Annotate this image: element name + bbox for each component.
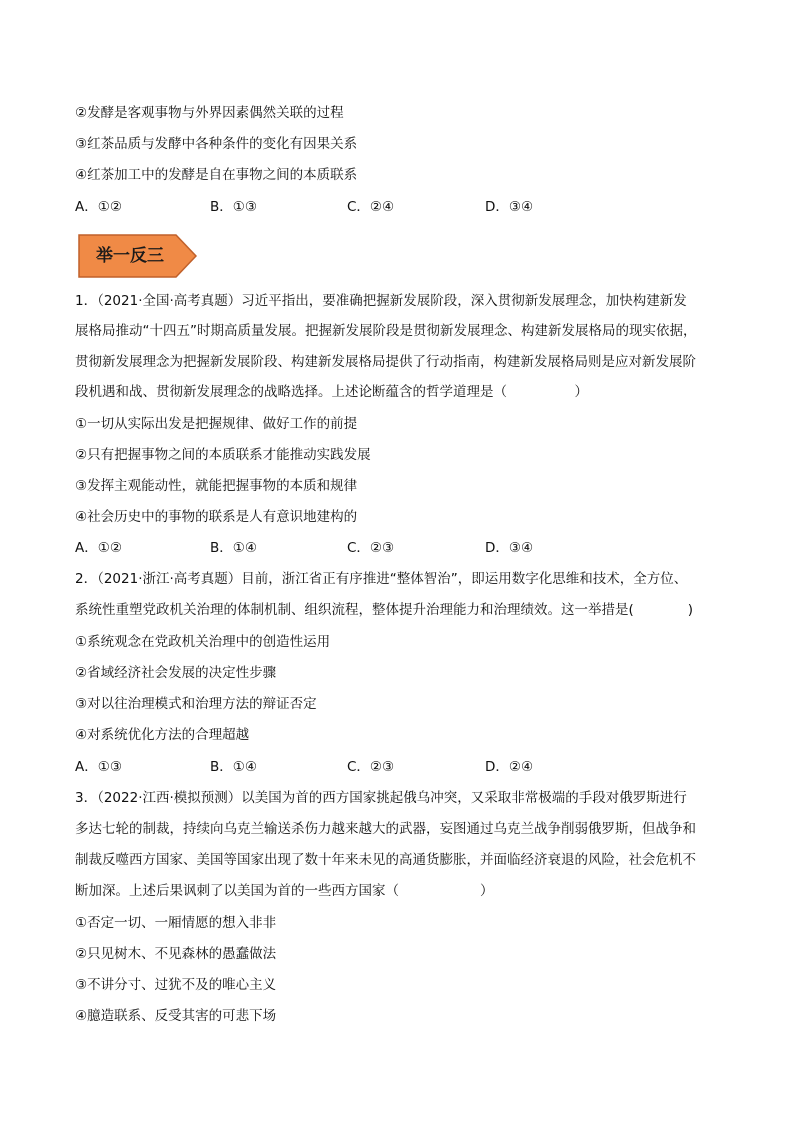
- q3-option-2: ②只见树木、不见森林的愚蠢做法: [75, 946, 277, 962]
- prev-option-4: ④红茶加工中的发酵是自在事物之间的本质联系: [75, 167, 358, 183]
- q2-line-1: 2．（2021·浙江·高考真题）目前，浙江省正有序推进“整体智治”，即运用数字化思维和技术，全方位、: [75, 571, 688, 587]
- choice-c[interactable]: C．②③: [347, 759, 395, 775]
- q1-option-4: ④社会历史中的事物的联系是人有意识地建构的: [75, 509, 358, 525]
- q1-option-2: ②只有把握事物之间的本质联系才能推动实践发展: [75, 447, 371, 463]
- q3-line-1: 3．（2022·江西·模拟预测）以美国为首的西方国家挑起俄乌冲突，又采取非常极端的手段对俄罗斯进行: [75, 790, 687, 806]
- choice-a[interactable]: A．①②: [75, 540, 122, 556]
- choice-b[interactable]: B．①④: [210, 759, 257, 775]
- q1-option-3: ③发挥主观能动性，就能把握事物的本质和规律: [75, 478, 358, 494]
- choice-c[interactable]: C．②③: [347, 540, 395, 556]
- prev-option-3: ③红茶品质与发酵中各种条件的变化有因果关系: [75, 136, 358, 152]
- q3-option-4: ④臆造联系、反受其害的可悲下场: [75, 1008, 277, 1024]
- q1-choices: [75, 538, 755, 558]
- section-title: 举一反三: [96, 246, 164, 266]
- q1-option-1: ①一切从实际出发是把握规律、做好工作的前提: [75, 416, 358, 432]
- q2-option-4: ④对系统优化方法的合理超越: [75, 727, 250, 743]
- choice-d[interactable]: D．③④: [485, 540, 534, 556]
- choice-b[interactable]: B．①④: [210, 540, 257, 556]
- choice-b[interactable]: B．①③: [210, 199, 257, 215]
- prev-option-2: ②发酵是客观事物与外界因素偶然关联的过程: [75, 105, 344, 121]
- choice-d[interactable]: D．③④: [485, 199, 534, 215]
- prev-choices: [75, 197, 755, 217]
- q3-line-4: 断加深。上述后果讽刺了以美国为首的一些西方国家（ ）: [75, 883, 494, 899]
- q2-option-3: ③对以往治理模式和治理方法的辩证否定: [75, 696, 317, 712]
- q1-line-2: 展格局推动“十四五”时期高质量发展。把握新发展阶段是贯彻新发展理念、构建新发展格局的现实依据，: [75, 323, 697, 339]
- q1-line-1: 1．（2021·全国·高考真题）习近平指出，要准确把握新发展阶段，深入贯彻新发展理念，加快构建新发: [75, 293, 687, 309]
- q2-option-2: ②省域经济社会发展的决定性步骤: [75, 665, 277, 681]
- q2-choices: [75, 757, 755, 777]
- choice-a[interactable]: A．①②: [75, 199, 122, 215]
- q3-option-1: ①否定一切、一厢情愿的想入非非: [75, 915, 277, 931]
- choice-a[interactable]: A．①③: [75, 759, 122, 775]
- section-badge: [78, 234, 197, 278]
- choice-d[interactable]: D．②④: [485, 759, 534, 775]
- q1-line-4: 段机遇和战、贯彻新发展理念的战略选择。上述论断蕴含的哲学道理是（ ）: [75, 384, 588, 400]
- q3-option-3: ③不讲分寸、过犹不及的唯心主义: [75, 977, 277, 993]
- choice-c[interactable]: C．②④: [347, 199, 395, 215]
- q3-line-3: 制裁反噬西方国家、美国等国家出现了数十年来未见的高通货膨胀，并面临经济衰退的风险，社会危机不: [75, 852, 696, 868]
- q2-line-2: 系统性重塑党政机关治理的体制机制、组织流程，整体提升治理能力和治理绩效。这一举措是( ): [75, 602, 694, 618]
- q3-line-2: 多达七轮的制裁，持续向乌克兰输送杀伤力越来越大的武器，妄图通过乌克兰战争削弱俄罗斯，但战争和: [75, 821, 696, 837]
- q2-option-1: ①系统观念在党政机关治理中的创造性运用: [75, 634, 331, 650]
- q1-line-3: 贯彻新发展理念为把握新发展阶段、构建新发展格局提供了行动指南，构建新发展格局则是应对新发展阶: [75, 354, 696, 370]
